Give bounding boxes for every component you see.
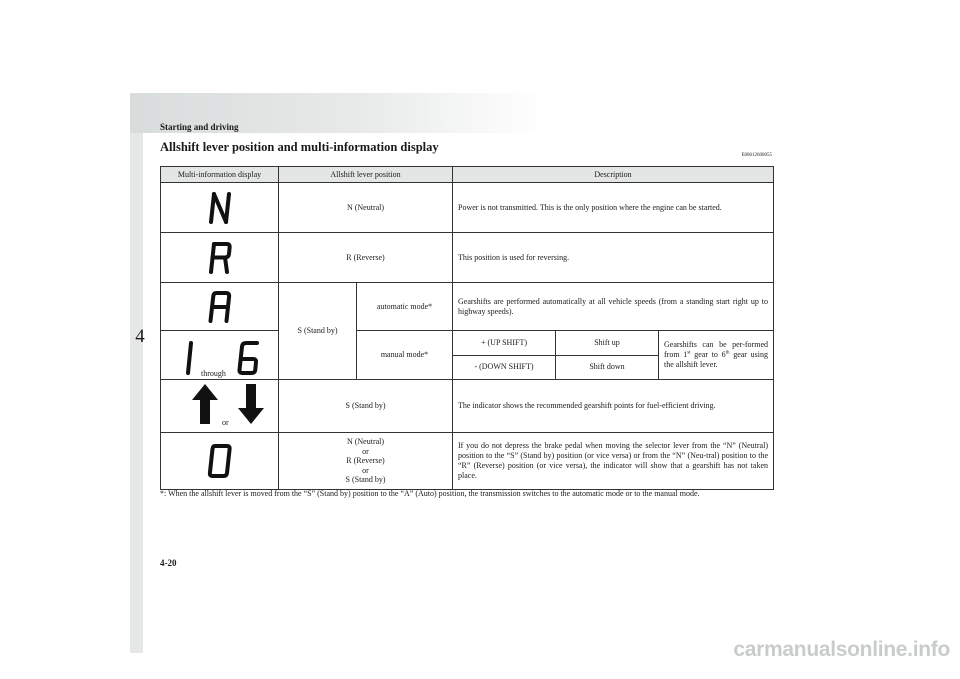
table-row — [161, 183, 774, 233]
header-display: Multi-information display — [161, 167, 279, 183]
or-label: or — [222, 418, 229, 427]
seg-display-0-icon — [205, 443, 235, 479]
through-label: through — [201, 369, 226, 378]
position-zero — [279, 433, 453, 490]
description-automatic: Gearshifts are performed automatically at all vehicle speeds (from a standing start right up to highway speeds). — [453, 283, 774, 331]
chapter-strip — [130, 133, 143, 653]
description-manual: Gearshifts can be per-formed from 1st gear to 6th gear using the allshift lever. — [659, 331, 774, 380]
down-shift-label: - (DOWN SHIFT) — [453, 355, 556, 380]
seg-display-r-icon — [205, 241, 235, 275]
display-arrows — [161, 380, 279, 433]
shift-position-table — [160, 166, 774, 490]
page-title: Allshift lever position and multi-information display — [160, 140, 439, 154]
footnote: *: When the allshift lever is moved from the “S” (Stand by) position to the “A” (Auto) position, the transmission switches to the automatic mode or to the manual mode. — [160, 489, 700, 498]
position-neutral: N (Neutral) — [346, 437, 385, 447]
description-n: Power is not transmitted. This is the only position where the engine can be started. — [453, 183, 774, 233]
position-stand-by: S (Stand by) — [345, 475, 386, 485]
table-row — [161, 233, 774, 283]
description-r: This position is used for reversing. — [453, 233, 774, 283]
table-row — [161, 283, 774, 331]
or-label: or — [362, 465, 369, 475]
display-zero — [161, 433, 279, 490]
table-row — [161, 433, 774, 490]
position-r: R (Reverse) — [279, 233, 453, 283]
position-n: N (Neutral) — [279, 183, 453, 233]
header-description: Description — [453, 167, 774, 183]
display-a — [161, 283, 279, 331]
mode-automatic: automatic mode* — [357, 283, 453, 331]
header-position: Allshift lever position — [279, 167, 453, 183]
document-code: E00612600055 — [741, 153, 772, 158]
mode-manual: manual mode* — [357, 331, 453, 380]
description-zero: If you do not depress the brake pedal when moving the selector lever from the “N” (Neutral) position to the “S” (Stand by) position (or vice versa) or from the “N” (Neu-tral) position to the “R” (Reverse) position (or vice versa), the indicator will show that a gearshift has not taken place. — [453, 433, 774, 490]
position-stand-by: S (Stand by) — [279, 283, 357, 380]
display-r — [161, 233, 279, 283]
up-shift-action: Shift up — [556, 331, 659, 356]
arrow-down-icon — [238, 384, 264, 424]
table-row — [161, 331, 774, 356]
display-1-through-6 — [161, 331, 279, 380]
seg-display-a-icon — [205, 290, 235, 324]
position-arrows: S (Stand by) — [279, 380, 453, 433]
arrow-up-icon — [192, 384, 218, 424]
down-shift-action: Shift down — [556, 355, 659, 380]
position-reverse: R (Reverse) — [346, 456, 385, 466]
up-shift-label: + (UP SHIFT) — [453, 331, 556, 356]
or-label: or — [362, 446, 369, 456]
description-arrows: The indicator shows the recommended gearshift points for fuel-efficient driving. — [453, 380, 774, 433]
table-row — [161, 380, 774, 433]
page-number: 4-20 — [160, 558, 177, 568]
display-n — [161, 183, 279, 233]
table-header-row — [161, 167, 774, 183]
section-title: Starting and driving — [160, 122, 239, 132]
chapter-number: 4 — [135, 326, 145, 347]
shift-arrows-icon — [161, 380, 279, 432]
seg-display-n-icon — [205, 191, 235, 225]
watermark: carmanualsonline.info — [733, 638, 950, 661]
